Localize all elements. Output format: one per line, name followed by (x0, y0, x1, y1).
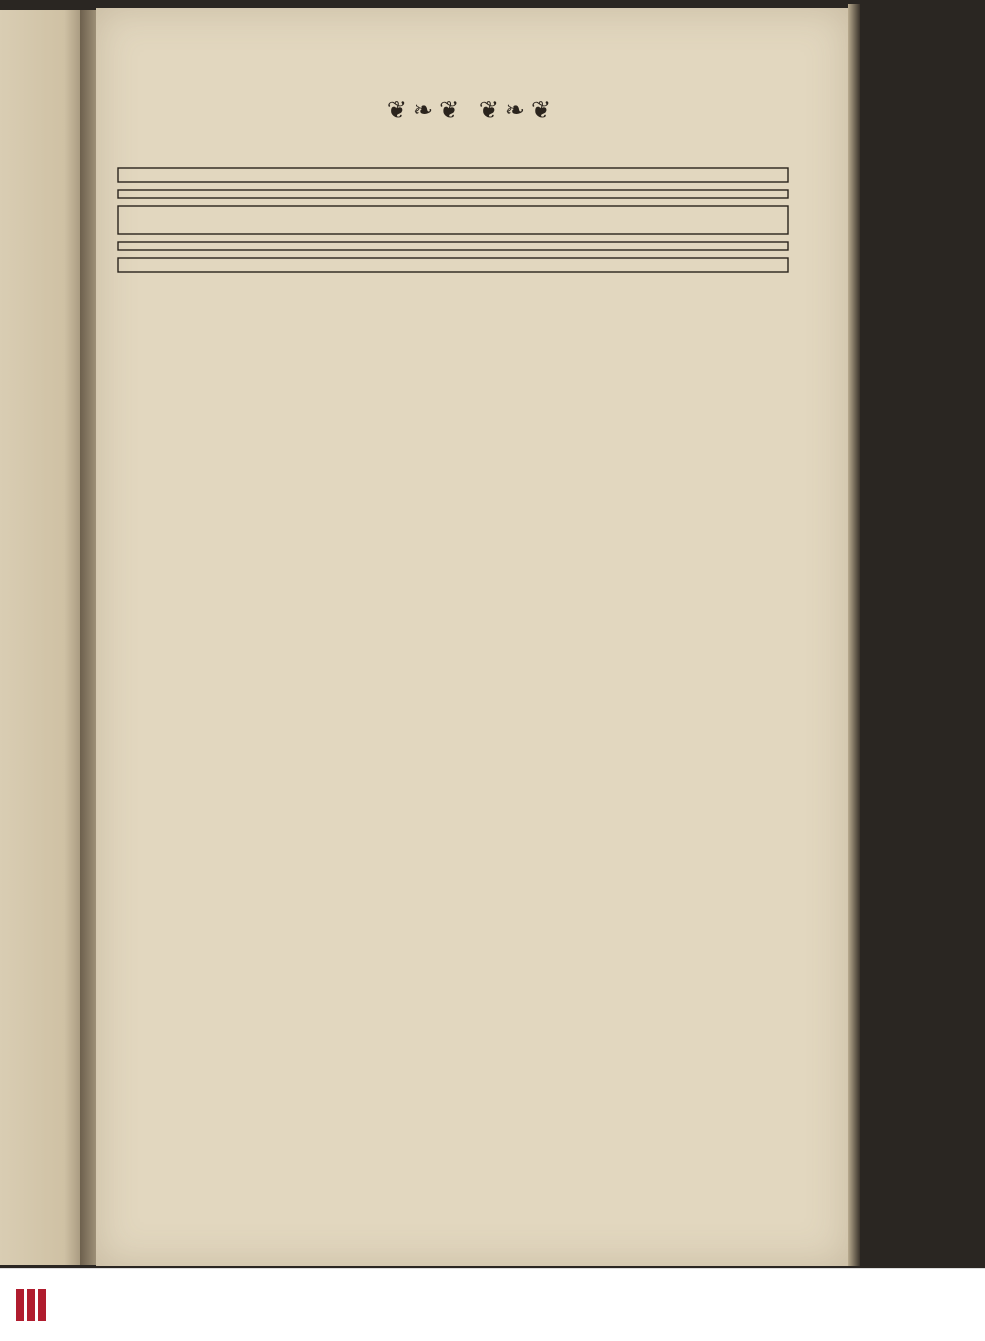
paragraph-1 (104, 448, 794, 452)
university-logo-icon (14, 1287, 48, 1323)
footer-bar (0, 1268, 985, 1341)
running-head (96, 96, 848, 124)
page-edge-shadow (848, 4, 860, 1266)
border-band-4 (118, 258, 788, 272)
border-band-2 (118, 190, 788, 198)
head-ornament-left: ❦❧❦ (386, 96, 479, 124)
border-band-1 (118, 168, 788, 182)
border-band-3 (118, 242, 788, 250)
previous-page-edge (0, 10, 92, 1265)
rosette-band (118, 206, 788, 234)
headpiece-ornament (108, 130, 798, 318)
head-ornament-right: ❦❧❦ (478, 96, 558, 124)
